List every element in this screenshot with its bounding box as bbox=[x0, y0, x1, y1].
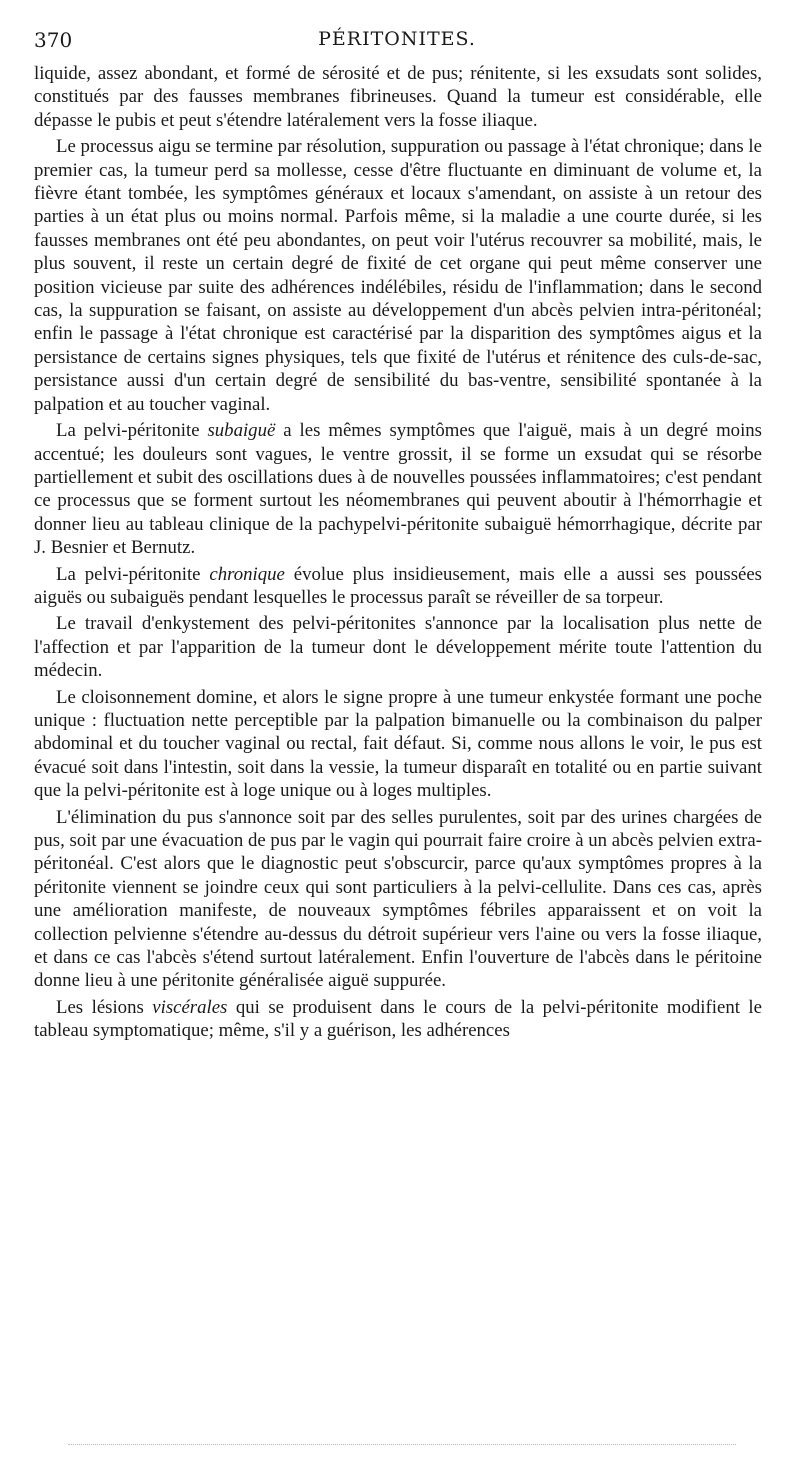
paragraph-text: a les mêmes symptômes que l'aiguë, mais à un degré moins accentué; les douleurs sont vagues, le ventre grossit, il se forme un exsudat qui se résorbe partiellement et subit des oscillations dues à de nouvelles poussées inflammatoires; c'est pendant ce processus que se forment surtout les néomembranes qui peuvent aboutir à l'hémorrhagie et donner lieu au tableau clinique de la pachypelvi-péritonite subaiguë hémorrhagique, décrite par J. Besnier et Bernutz. bbox=[34, 420, 762, 559]
paragraph bbox=[34, 686, 762, 803]
paragraph bbox=[34, 135, 762, 416]
paragraph bbox=[34, 806, 762, 993]
paragraph-text: Les lésions bbox=[56, 996, 153, 1018]
paragraph-text: liquide, assez abondant, et formé de sérosité et de pus; rénitente, si les exsudats sont solides, constitués par des fausses membranes fibrineuses. Quand la tumeur est considérable, elle dépasse le pubis et peut s'étendre latéralement vers la fosse iliaque. bbox=[34, 63, 762, 131]
paragraph bbox=[34, 612, 762, 682]
paragraph-text: évolue plus insidieusement, mais elle a aussi ses poussées aiguës ou subaiguës pendant lesquelles le processus paraît se réveiller de sa torpeur. bbox=[34, 563, 762, 608]
paragraph-text: La pelvi-péritonite bbox=[56, 420, 208, 442]
paragraph bbox=[34, 62, 762, 132]
italic-term: subaiguë bbox=[207, 420, 276, 442]
paragraph-text: La pelvi-péritonite bbox=[56, 563, 210, 585]
italic-term: viscérales bbox=[152, 996, 228, 1018]
paragraph bbox=[34, 563, 762, 610]
paragraph bbox=[34, 419, 762, 559]
page-number: 370 bbox=[34, 28, 73, 52]
italic-term: chronique bbox=[209, 563, 285, 585]
body-text bbox=[34, 62, 762, 1046]
running-title: PÉRITONITES. bbox=[318, 28, 476, 50]
page-header bbox=[34, 28, 760, 58]
paragraph-text: qui se produisent dans le cours de la pelvi-péritonite modifient le tableau symptomatique; même, s'il y a guérison, les adhérences bbox=[34, 996, 762, 1042]
paragraph-text: Le travail d'enkystement des pelvi-péritonites s'annonce par la localisation plus nette de l'affection et par l'apparition de la tumeur dont le développement mérite toute l'attention du médecin. bbox=[34, 613, 762, 682]
paragraph bbox=[34, 996, 762, 1043]
paragraph-text: L'élimination du pus s'annonce soit par des selles purulentes, soit par des urines chargées de pus, soit par une évacuation de pus par le vagin qui pourrait faire croire à un abcès pelvien extra-péritonéal. C'est alors que le diagnostic peut s'obscurcir, parce qu'aux symptômes propres à la péritonite viennent se joindre ceux qui sont particuliers à la pelvi-cellulite. Dans ces cas, après une amélioration manifeste, de nouveaux symptômes fébriles apparaissent et on voit la collection pelvienne s'étendre au-dessus du détroit supérieur vers l'aine ou vers la fosse iliaque, et dans ce cas l'abcès s'étend surtout latéralement. Enfin l'ouverture de l'abcès dans le péritoine donne lieu à une péritonite généralisée aiguë suppurée. bbox=[34, 806, 762, 992]
paragraph-text: Le processus aigu se termine par résolution, suppuration ou passage à l'état chronique; dans le premier cas, la tumeur perd sa mollesse, cesse d'être fluctuante en diminuant de volume et, la fièvre étant tombée, les symptômes généraux et locaux s'amendant, on assiste à un retour des parties à un état plus ou moins normal. Parfois même, si la maladie a une courte durée, si les fausses membranes ont été peu abondantes, on peut voir l'utérus recouvrer sa mobilité, mais, le plus souvent, il reste un certain degré de fixité de cet organe qui peut même conserver une position vicieuse par suite des adhérences indélébiles, résidu de l'inflammation; dans le second cas, la suppuration se faisant, on assiste au développement d'un abcès pelvien intra-péritonéal; enfin le passage à l'état chronique est caractérisé par la disparition des symptômes aigus et la persistance de certains signes physiques, tels que fixité de l'utérus et rénitence des culs-de-sac, persistance aussi d'un certain degré de sensibilité du bas-ventre, sensibilité spontanée à la palpation et au toucher vaginal. bbox=[34, 136, 762, 415]
paragraph-text: Le cloisonnement domine, et alors le signe propre à une tumeur enkystée formant une poche unique : fluctuation nette perceptible par la palpation bimanuelle ou la combinaison du palper abdominal et du toucher vaginal ou rectal, fait défaut. Si, comme nous allons le voir, le pus est évacué soit dans l'intestin, soit dans la vessie, la tumeur disparaît en totalité ou en partie suivant que la pelvi-péritonite est à loge unique ou à loges multiples. bbox=[34, 686, 762, 802]
footer-rule bbox=[68, 1444, 736, 1445]
